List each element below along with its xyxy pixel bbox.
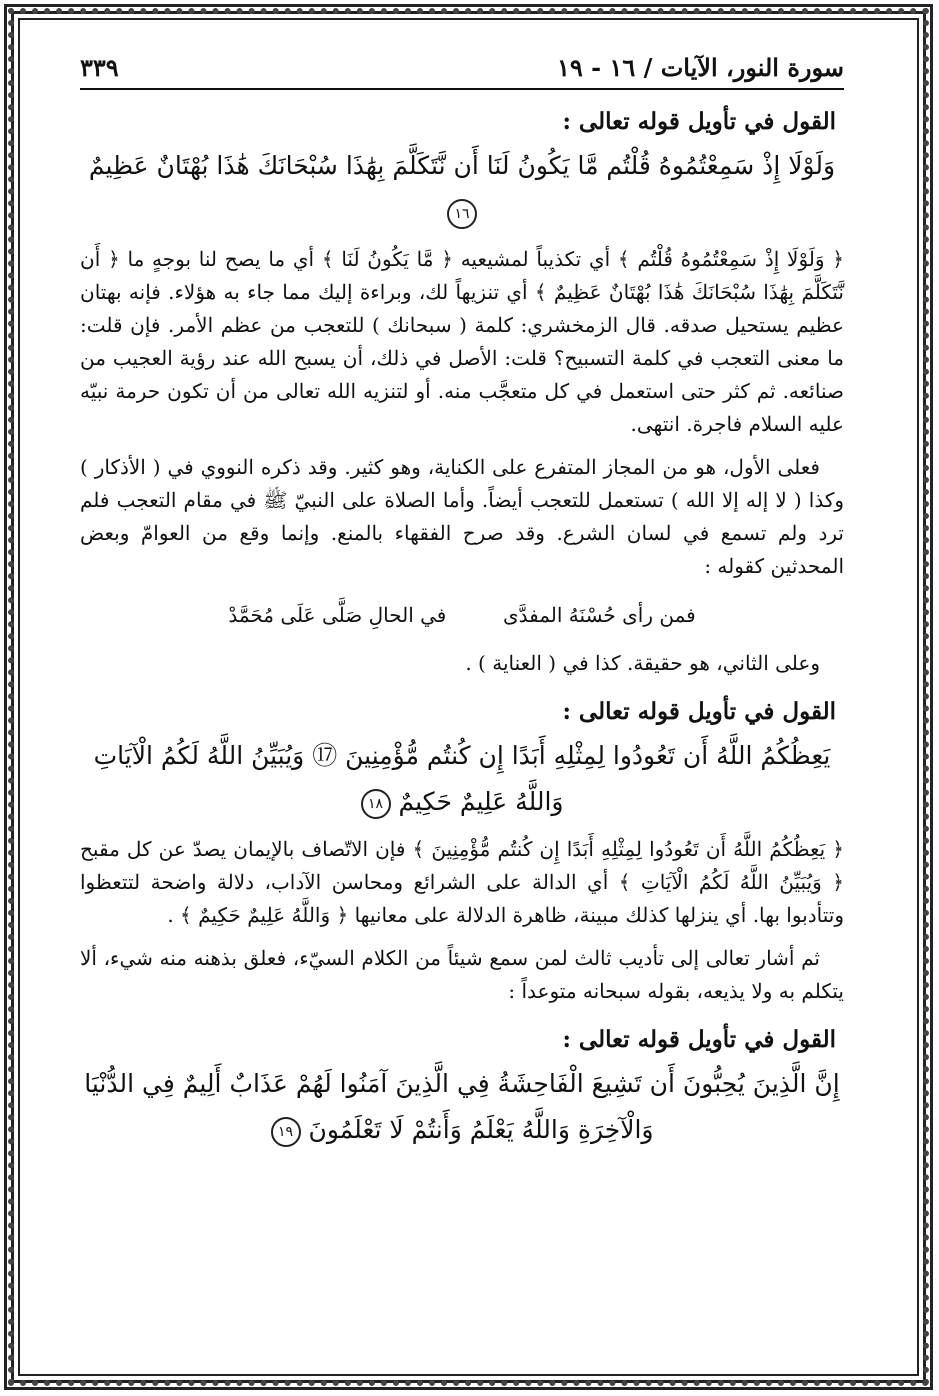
commentary-paragraph: ثم أشار تعالى إلى تأديب ثالث لمن سمع شيئاً من الكلام السيّء، فعلق بذهنه منه شيء، ألا يتكلم به ولا يذيعه، بقوله سبحانه متوعداً : — [80, 946, 844, 1003]
section-heading: القول في تأويل قوله تعالى : — [562, 108, 836, 135]
running-header — [80, 40, 844, 90]
ayah-number-marker: ١٨ — [361, 789, 391, 819]
quran-verse — [80, 1061, 844, 1153]
verse-text: وَلَوْلَا إِذْ سَمِعْتُمُوهُ قُلْتُم مَّا يَكُونُ لَنَا أَن نَّتَكَلَّمَ بِهَٰذَا سُبْحَانَكَ هَٰذَا بُهْتَانٌ عَظِيمٌ — [88, 151, 836, 180]
commentary-paragraph: فعلى الأول، هو من المجاز المتفرع على الكناية، وهو كثير. وقد ذكره النووي في ( الأذكار ) وكذا ( لا إله إلا الله ) تستعمل للتعجب أيضاً. وأما الصلاة على النبيّ ﷺ في مقام التعجب فلم ترد ولم تسمع في لسان الشرع. وقد صرح الفقهاء بالمنع. وإنما وقع من العوامّ وبعض المحدثين كقوله : — [80, 455, 844, 578]
poem-hemistich-second: في الحالِ صَلَّى عَلَى مُحَمَّدْ — [228, 603, 447, 627]
section-heading: القول في تأويل قوله تعالى : — [562, 698, 836, 725]
quran-verse — [80, 733, 844, 825]
running-title: سورة النور، الآيات / ١٦ - ١٩ — [557, 53, 844, 82]
commentary-paragraph: ﴿ يَعِظُكُمُ اللَّهُ أَن تَعُودُوا لِمِثْلِهِ أَبَدًا إِن كُنتُم مُّؤْمِنِينَ ﴾ فإن الاتّصاف بالإيمان يصدّ عن كل مقبح ﴿ وَيُبَيِّنُ اللَّهُ لَكُمُ الْآيَاتِ ﴾ أي الدالة على الشرائع ومحاسن الآداب، دلالة واضحة لتتعظوا وتتأدبوا بها. أي ينزلها كذلك مبينة، ظاهرة الدلالة على معانيها ﴿ وَاللَّهُ عَلِيمٌ حَكِيمٌ ﴾ . — [80, 837, 844, 927]
section-heading: القول في تأويل قوله تعالى : — [562, 1026, 836, 1053]
poem-verse — [200, 597, 724, 633]
ayah-number-marker: ١٩ — [271, 1117, 301, 1147]
verse-text: يَعِظُكُمُ اللَّهُ أَن تَعُودُوا لِمِثْلِهِ أَبَدًا إِن كُنتُم مُّؤْمِنِينَ ⑰ وَيُبَيِّنُ اللَّهُ لَكُمُ الْآيَاتِ وَاللَّهُ عَلِيمٌ حَكِيمٌ — [93, 741, 831, 816]
verse-text: إِنَّ الَّذِينَ يُحِبُّونَ أَن تَشِيعَ الْفَاحِشَةُ فِي الَّذِينَ آمَنُوا لَهُمْ عَذَابٌ أَلِيمٌ فِي الدُّنْيَا وَالْآخِرَةِ وَاللَّهُ يَعْلَمُ وَأَنتُمْ لَا تَعْلَمُونَ — [84, 1069, 840, 1144]
quran-verse — [80, 143, 844, 235]
page-number: ٣٣٩ — [80, 53, 119, 82]
ayah-number-marker: ١٦ — [447, 199, 477, 229]
poem-hemistich-first: فمن رأى حُسْنَهُ المفدَّى — [502, 603, 696, 627]
page-content — [80, 40, 844, 1360]
commentary-paragraph: وعلى الثاني، هو حقيقة. كذا في ( العناية ) . — [465, 651, 820, 675]
commentary-paragraph: ﴿ وَلَوْلَا إِذْ سَمِعْتُمُوهُ قُلْتُم ﴾ أي تكذيباً لمشيعيه ﴿ مَّا يَكُونُ لَنَا ﴾ أي ما يصح لنا بوجهٍ ما ﴿ أَن نَّتَكَلَّمَ بِهَٰذَا سُبْحَانَكَ هَٰذَا بُهْتَانٌ عَظِيمٌ ﴾ أي تنزيهاً لك، وبراءة إليك مما جاء به هؤلاء. فإنه بهتان عظيم يستحيل صدقه. قال الزمخشري: كلمة ( سبحانك ) للتعجب من عظم الأمر. فإن قلت: ما معنى التعجب في كلمة التسبيح؟ قلت: الأصل في ذلك، أن يسبح الله عند رؤية العجيب من صنائعه. ثم كثر حتى استعمل في كل متعجَّب منه. أو لتنزيه الله تعالى من أن تكون حرمة نبيّه عليه السلام فاجرة. انتهى. — [80, 247, 844, 436]
